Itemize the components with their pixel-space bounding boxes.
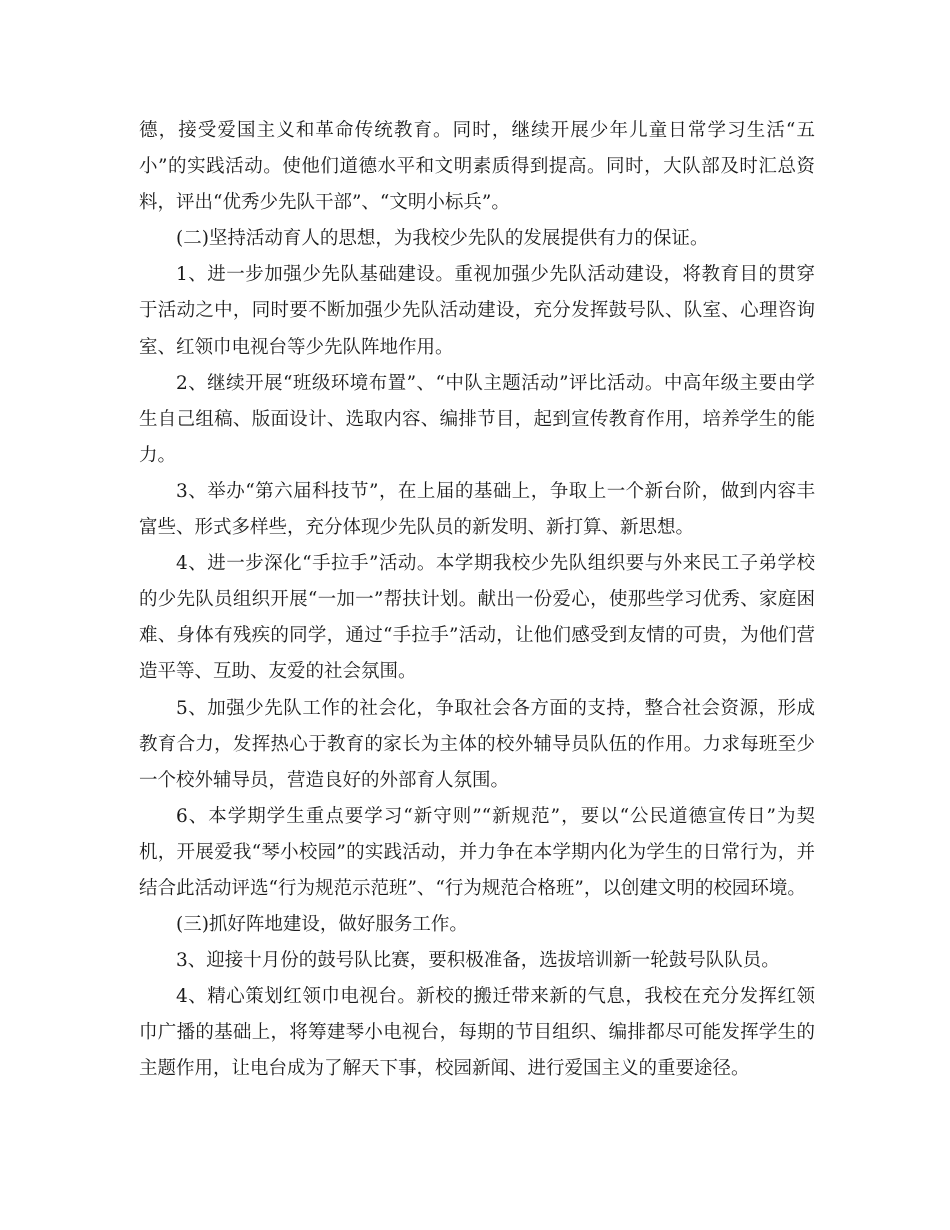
paragraph: 4、进一步深化“手拉手”活动。本学期我校少先队组织要与外来民工子弟学校的少先队员组织开展“一加一”帮扶计划。献出一份爱心，使那些学习优秀、家庭困难、身体有残疾的同学，通过“手拉手”活动，让他们感受到友情的可贵，为他们营造平等、互助、友爱的社会氛围。 [139,553,815,683]
section-heading: (三)抓好阵地建设，做好服务工作。 [176,914,468,936]
paragraph: 3、举办“第六届科技节”，在上届的基础上，争取上一个新台阶，做到内容丰富些、形式多样些，充分体现少先队员的新发明、新打算、新思想。 [139,480,815,539]
paragraph: 6、本学期学生重点要学习“新守则”“新规范”，要以“公民道德宣传日”为契机，开展爱我“琴小校园”的实践活动，并力争在本学期内化为学生的日常行为，并结合此活动评选“行为规范示范班”、“行为规范合格班”，以创建文明的校园环境。 [139,805,815,899]
paragraph: 5、加强少先队工作的社会化，争取社会各方面的支持，整合社会资源，形成教育合力，发挥热心于教育的家长为主体的校外辅导员队伍的作用。力求每班至少一个校外辅导员，营造良好的外部育人氛围。 [139,697,815,791]
paragraph: 2、继续开展“班级环境布置”、“中队主题活动”评比活动。中高年级主要由学生自己组稿、版面设计、选取内容、编排节目，起到宣传教育作用，培养学生的能力。 [139,372,815,466]
document-body [139,113,815,1088]
paragraph: 3、迎接十月份的鼓号队比赛，要积极准备，选拔培训新一轮鼓号队队员。 [176,950,780,972]
paragraph: 德，接受爱国主义和革命传统教育。同时，继续开展少年儿童日常学习生活“五小”的实践活动。使他们道德水平和文明素质得到提高。同时，大队部及时汇总资料，评出“优秀少先队干部”、“文明小标兵”。 [139,120,815,214]
section-heading: (二)坚持活动育人的思想，为我校少先队的发展提供有力的保证。 [176,228,709,250]
paragraph: 4、精心策划红领巾电视台。新校的搬迁带来新的气息，我校在充分发挥红领巾广播的基础上，将筹建琴小电视台，每期的节目组织、编排都尽可能发挥学生的主题作用，让电台成为了解天下事，校园新闻、进行爱国主义的重要途径。 [139,986,815,1080]
paragraph: 1、进一步加强少先队基础建设。重视加强少先队活动建设，将教育目的贯穿于活动之中，同时要不断加强少先队活动建设，充分发挥鼓号队、队室、心理咨询室、红领巾电视台等少先队阵地作用。 [139,264,815,358]
